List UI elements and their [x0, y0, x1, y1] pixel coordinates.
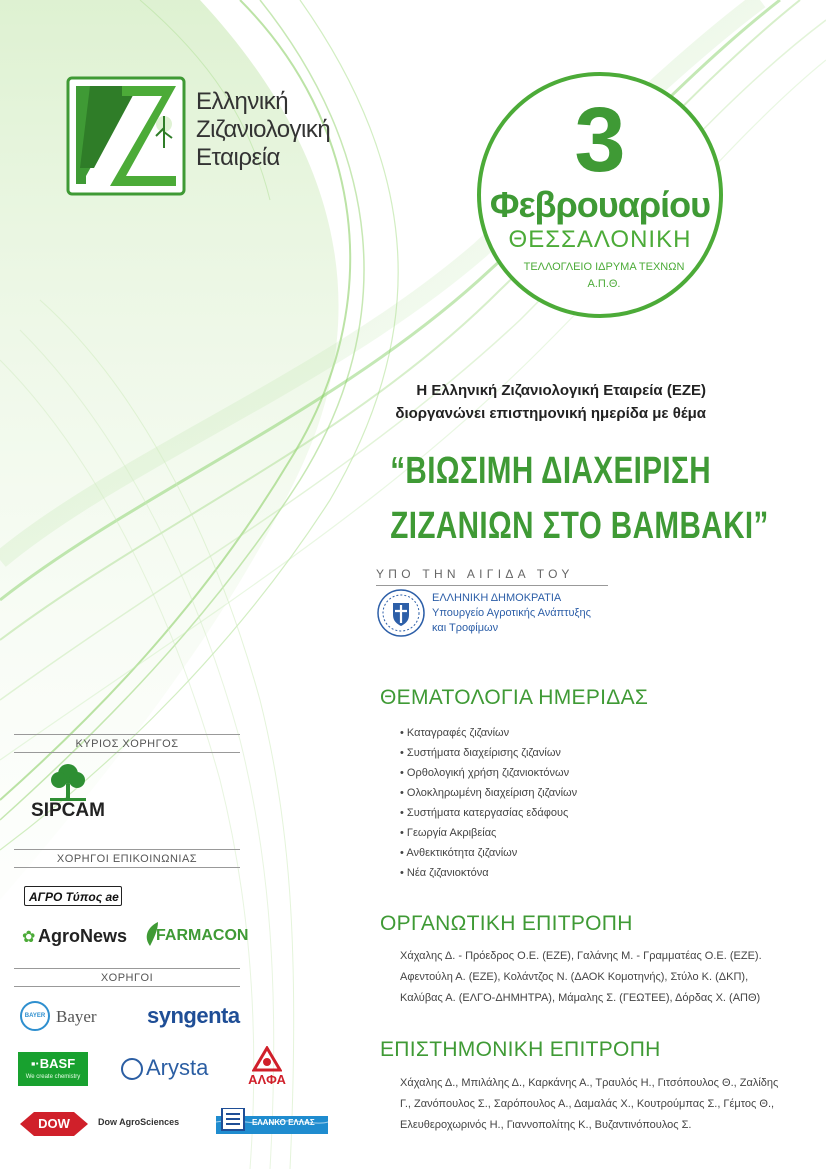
organizing-members — [400, 946, 780, 1009]
organizing-line: Χάχαλης Δ. - Πρόεδρος Ο.Ε. (ΕΖΕ), Γαλάνης Μ. - Γραμματέας Ο.Ε. (ΕΖΕ). — [400, 950, 762, 962]
topic-item: • Συστήματα κατεργασίας εδάφους — [400, 807, 568, 819]
logo-line-2: Ζιζανιολογική — [196, 116, 331, 143]
sponsor-divider — [14, 867, 240, 868]
sponsor-divider — [14, 752, 240, 753]
elanco-logo: ΕΛΑΝΚΟ ΕΛΛΑΣ — [252, 1118, 315, 1127]
alfa-emblem-icon — [252, 1046, 282, 1072]
scientific-line: Γ., Ζανόπουλος Σ., Σαρόπουλος Α., Δαμαλάς Χ., Κουτρούμπας Σ., Γέμτος Θ., — [400, 1098, 775, 1110]
topic-item: • Ανθεκτικότητα ζιζανίων — [400, 847, 517, 859]
organizing-line: Αφεντούλη Α. (ΕΖΕ), Κολάντζος Ν. (ΔΑΟΚ Κομοτηνής), Στύλο Κ. (ΔΚΠ), — [400, 971, 749, 983]
event-title-line-2: ΖΙΖΑΝΙΩΝ ΣΤΟ ΒΑΜΒΑΚΙ” — [390, 505, 769, 547]
logo-line-1: Ελληνική — [196, 88, 289, 115]
aegis-divider — [376, 585, 608, 586]
sipcam-tree-icon — [48, 760, 88, 804]
scientific-line: Χάχαλης Δ., Μπιλάλης Δ., Καρκάνης Α., Τραυλός Η., Γιτσόπουλος Θ., Ζαλίδης — [400, 1077, 779, 1089]
sponsors-label: ΧΟΡΗΓΟΙ — [100, 972, 154, 984]
sipcam-logo: SIPCAM — [31, 800, 105, 821]
logo-line-3: Εταιρεία — [196, 144, 280, 171]
agronews-leaf-icon: ✿ — [22, 929, 36, 946]
topic-item: • Καταγραφές ζιζανίων — [400, 727, 509, 739]
topics-heading: ΘΕΜΑΤΟΛΟΓΙΑ ΗΜΕΡΙΔΑΣ — [380, 686, 649, 709]
aegis-heading: ΥΠΟ ΤΗΝ ΑΙΓΙΔΑ ΤΟΥ — [376, 567, 574, 581]
basf-logo: ▪·BASF — [18, 1052, 88, 1086]
scientific-heading: ΕΠΙΣΤΗΜΟΝΙΚΗ ΕΠΙΤΡΟΠΗ — [380, 1038, 661, 1061]
arysta-globe-icon — [121, 1058, 143, 1080]
alfa-logo: ΑΛΦΑ — [248, 1072, 286, 1087]
scientific-line: Ελευθεροχωρινός Η., Γιαννοπολίτης Κ., Βυζαντινόπουλος Σ. — [400, 1119, 692, 1131]
date-badge — [477, 72, 723, 318]
agrotypos-logo: ΑΓΡΟ Τύπος ae — [24, 886, 122, 906]
intro-line-2: διοργανώνει επιστημονική ημερίδα με θέμα — [395, 405, 706, 422]
badge-city: ΘΕΣΣΑΛΟΝΙΚΗ — [508, 226, 692, 253]
topic-item: • Νέα ζιζανιοκτόνα — [400, 867, 489, 879]
organizing-line: Καλύβας Α. (ΕΛΓΟ-ΔΗΜΗΤΡΑ), Μάμαλης Σ. (ΓΕΩΤΕΕ), Δόρδας Χ. (ΑΠΘ) — [400, 992, 761, 1004]
dow-logo: DOW — [38, 1116, 70, 1131]
basf-tagline: We create chemistry — [25, 1074, 81, 1080]
arysta-logo: Arysta — [146, 1055, 209, 1080]
organizing-heading: ΟΡΓΑΝΩΤΙΚΗ ΕΠΙΤΡΟΠΗ — [380, 912, 633, 935]
media-sponsors-label: ΧΟΡΗΓΟΙ ΕΠΙΚΟΙΝΩΝΙΑΣ — [56, 853, 198, 865]
topic-item: • Γεωργία Ακριβείας — [400, 827, 496, 839]
badge-venue-line-1: ΤΕΛΛΟΓΛΕΙΟ ΙΔΡΥΜΑ ΤΕΧΝΩΝ — [523, 261, 685, 273]
badge-venue-line-2: Α.Π.Θ. — [587, 278, 621, 290]
topic-item: • Ολοκληρωμένη διαχείριση ζιζανίων — [400, 787, 577, 799]
sponsor-divider — [14, 849, 240, 850]
aegis-line-1: ΕΛΛΗΝΙΚΗ ΔΗΜΟΚΡΑΤΙΑ — [432, 592, 562, 604]
bayer-logo: Bayer — [56, 1007, 97, 1026]
syngenta-logo: syngenta — [147, 1003, 240, 1028]
sponsor-divider — [14, 968, 240, 969]
greek-state-seal-icon — [376, 588, 426, 638]
main-sponsor-label: ΚΥΡΙΟΣ ΧΟΡΗΓΟΣ — [75, 738, 179, 750]
event-title-line-1: “ΒΙΩΣΙΜΗ ΔΙΑΧΕΙΡΙΣΗ — [390, 450, 712, 492]
badge-month: Φεβρουαρίου — [489, 184, 711, 225]
aegis-line-3: και Τροφίμων — [432, 622, 499, 634]
agronews-logo: AgroNews — [38, 926, 128, 946]
farmacon-logo: FARMACON — [156, 927, 249, 944]
scientific-members — [400, 1073, 780, 1136]
aegis-line-2: Υπουργείο Αγροτικής Ανάπτυξης — [432, 607, 591, 619]
badge-day: 3 — [574, 89, 626, 191]
badge-venue — [491, 259, 717, 293]
bayer-cross-icon: BAYER — [20, 1001, 50, 1031]
sponsor-divider — [14, 986, 240, 987]
intro-line-1: Η Ελληνική Ζιζανιολογική Εταιρεία (ΕΖΕ) — [416, 382, 706, 399]
topic-item: • Ορθολογική χρήση ζιζανιοκτόνων — [400, 767, 569, 779]
society-logo-icon — [66, 76, 186, 196]
sponsor-divider — [14, 734, 240, 735]
topic-item: • Συστήματα διαχείρισης ζιζανίων — [400, 747, 561, 759]
dow-agrosciences-logo: Dow AgroSciences — [98, 1117, 180, 1127]
